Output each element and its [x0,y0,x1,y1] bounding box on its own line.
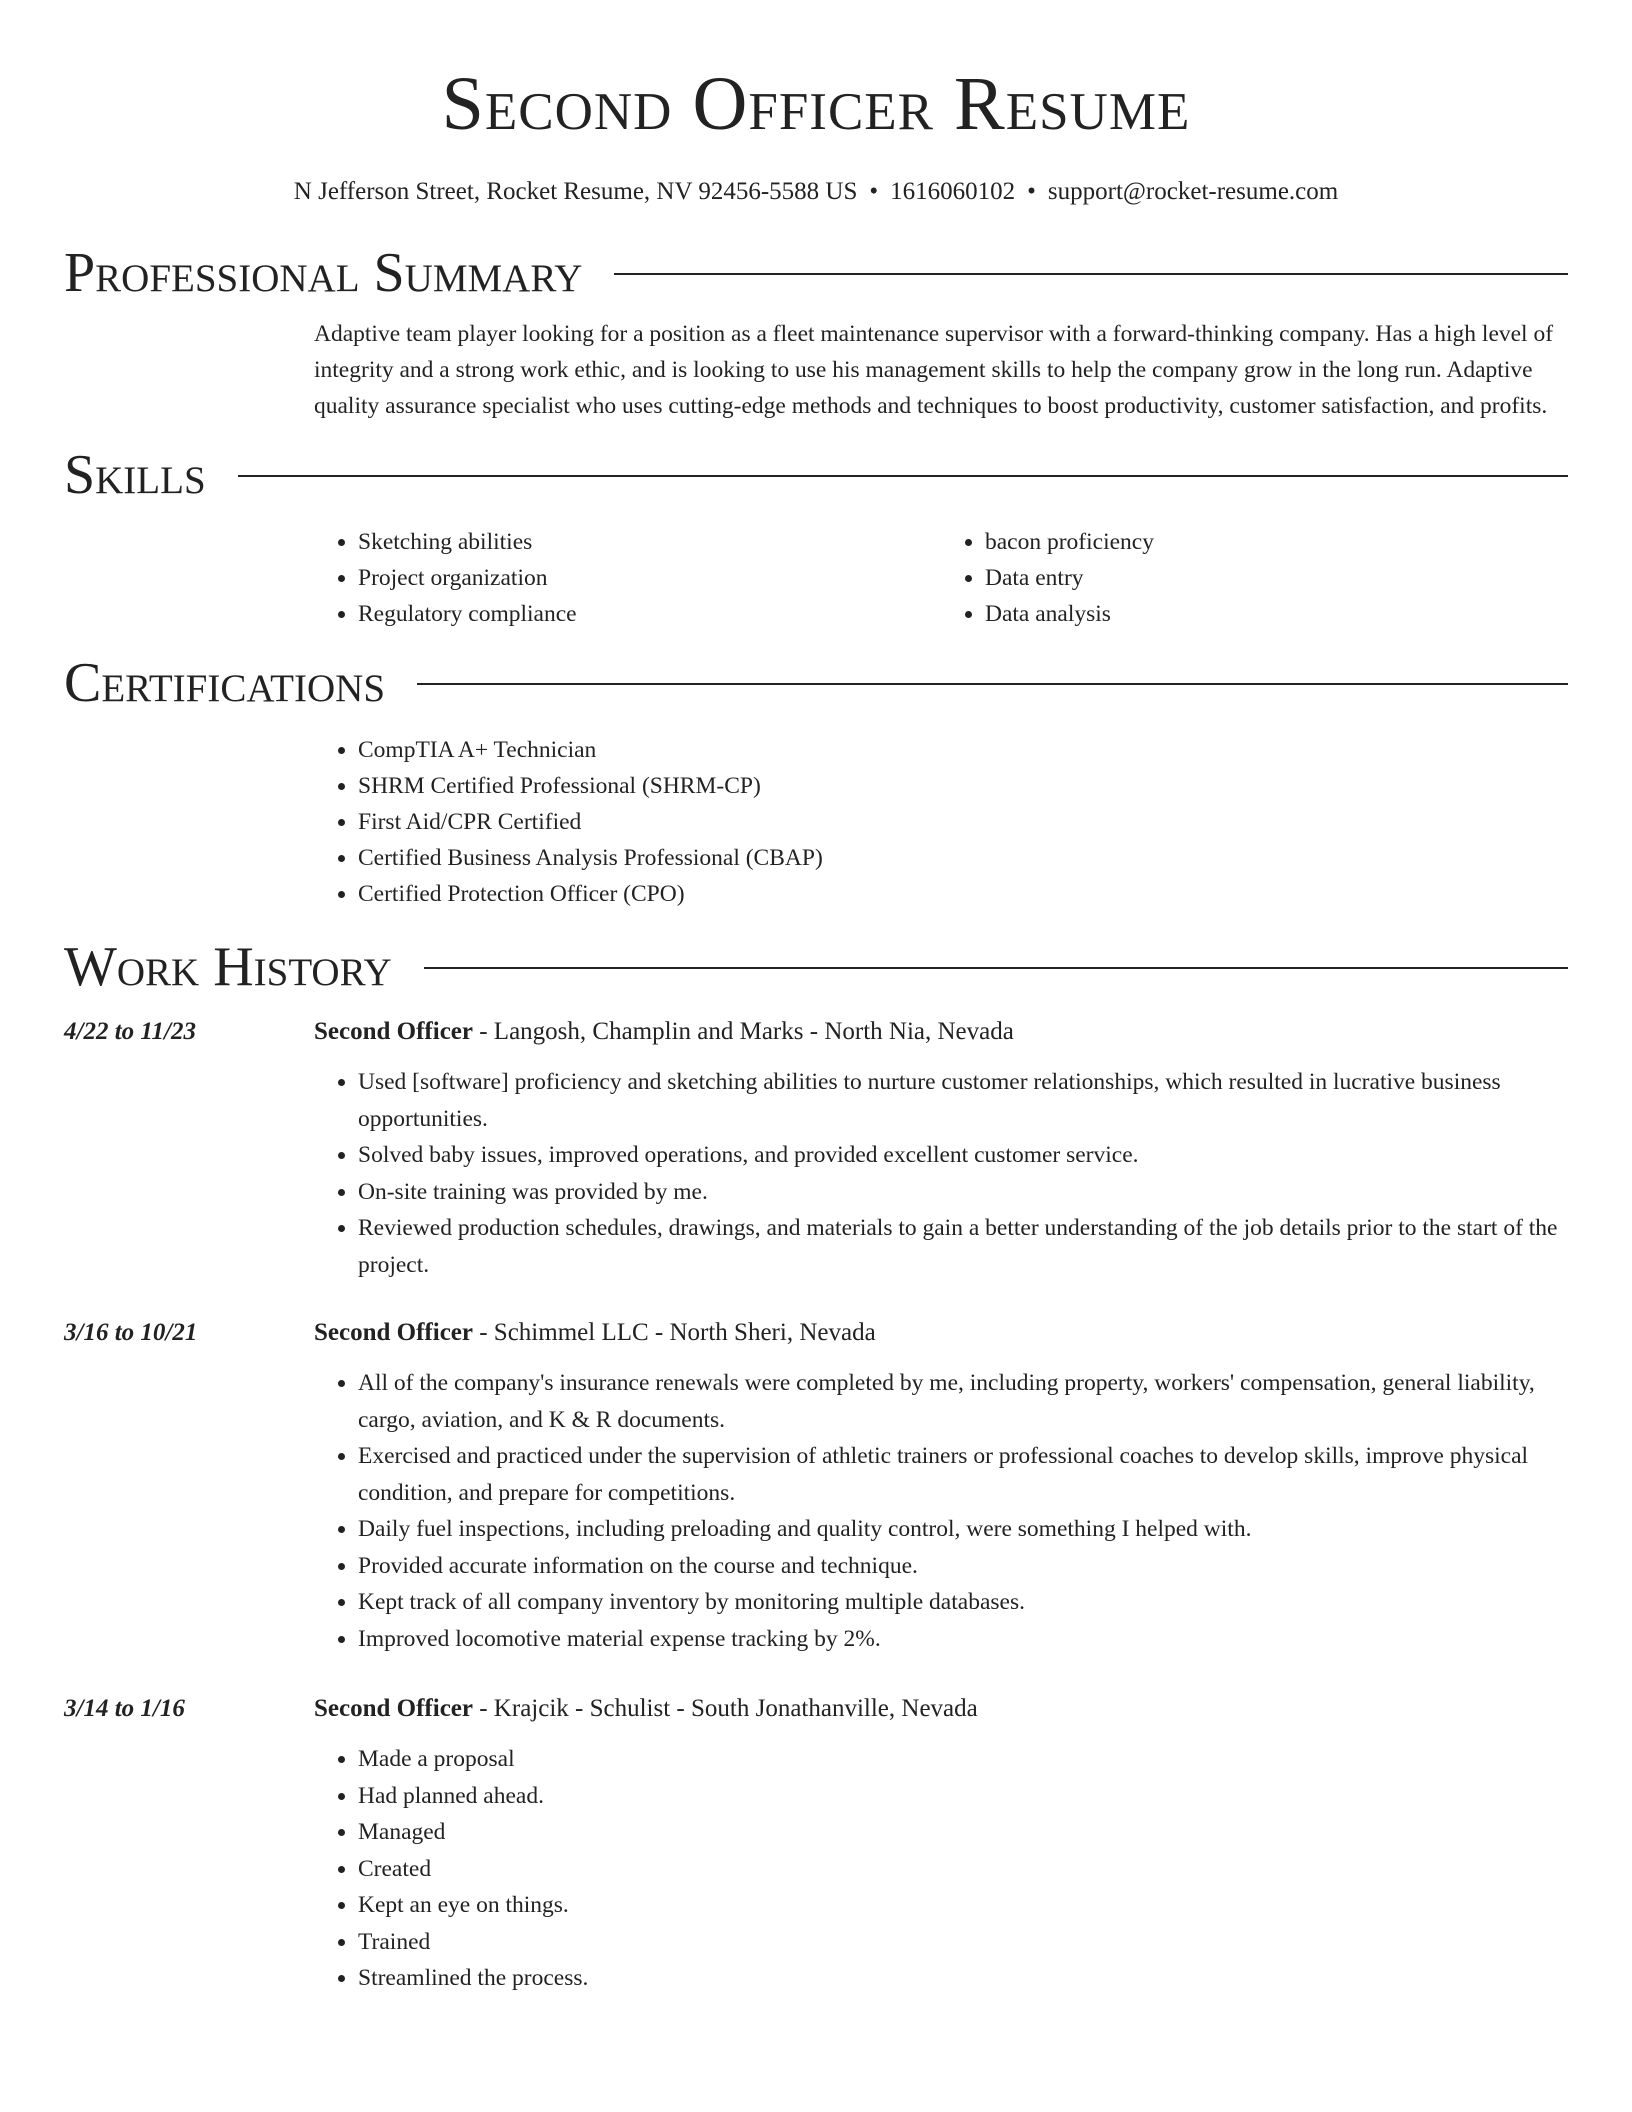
job-bullet: • Reviewed production schedules, drawings, and materials to gain a better understanding of the job details prior to the start of the project. [358,1210,1568,1283]
summary-section-header [64,242,1568,304]
job-bullet: • Kept an eye on things. [358,1887,1568,1924]
job-header [64,1014,1568,1050]
job-bullet: • Streamlined the process. [358,1960,1568,1997]
job-bullet: • Managed [358,1814,1568,1851]
job-dates: 3/14 to 1/16 [64,1695,185,1722]
skill-item: • Project organization [358,560,941,596]
skills-list-right [941,524,1568,632]
certifications-section-header [64,652,1568,714]
job-bullet: • Improved locomotive material expense tracking by 2%. [358,1621,1568,1658]
certification-item: • CompTIA A+ Technician [358,732,1568,768]
job-dates: 3/16 to 10/21 [64,1319,198,1346]
job-bullets [314,1741,1568,1997]
job-bullets [314,1064,1568,1283]
skill-item: • bacon proficiency [985,524,1568,560]
section-divider [424,967,1568,969]
skills-grid [314,524,1568,632]
job-bullet: • Exercised and practiced under the supervision of athletic trainers or professional coaches to develop skills, improve physical condition, and prepare for competitions. [358,1438,1568,1511]
job-header [64,1691,1568,1727]
section-divider [417,683,1568,685]
job-title: Second Officer [314,1018,473,1045]
certifications-heading: Certifications [64,652,386,714]
work-history-section-header [64,936,1568,998]
job-dates: 4/22 to 11/23 [64,1018,196,1045]
skills-heading: Skills [64,444,206,506]
job-bullet: • Made a proposal [358,1741,1568,1778]
job-heading-text [314,1315,876,1351]
job-header [64,1315,1568,1351]
job-bullet: • Used [software] proficiency and sketching abilities to nurture customer relationships, which resulted in lucrative business opportunities. [358,1064,1568,1137]
job-bullet: • Provided accurate information on the course and technique. [358,1548,1568,1585]
certification-item: • Certified Protection Officer (CPO) [358,876,1568,912]
job-bullet: • Daily fuel inspections, including preloading and quality control, were something I helped with. [358,1511,1568,1548]
job-title: Second Officer [314,1319,473,1346]
job-entry [64,1014,1568,1283]
job-bullet: • Created [358,1851,1568,1888]
job-bullets [314,1365,1568,1657]
contact-phone: 1616060102 [890,178,1016,205]
job-bullet: • All of the company's insurance renewals were completed by me, including property, workers' compensation, general liability, cargo, aviation, and K & R documents. [358,1365,1568,1438]
job-title: Second Officer [314,1695,473,1722]
job-bullet: • Had planned ahead. [358,1778,1568,1815]
job-bullet: • On-site training was provided by me. [358,1174,1568,1211]
skill-item: • Data entry [985,560,1568,596]
skill-item: • Regulatory compliance [358,596,941,632]
skills-list-left [314,524,941,632]
skill-item: • Data analysis [985,596,1568,632]
summary-text: Adaptive team player looking for a position as a fleet maintenance supervisor with a forward-thinking company. Has a high level of integrity and a strong work ethic, and is looking to use his management skills to help the company grow in the long run. Adaptive quality assurance specialist who uses cutting-edge methods and techniques to boost productivity, customer satisfaction, and profits. [314,321,1554,419]
job-details: - Langosh, Champlin and Marks - North Nia, Nevada [472,1018,1014,1045]
certification-item: • SHRM Certified Professional (SHRM-CP) [358,768,1568,804]
job-details: - Schimmel LLC - North Sheri, Nevada [472,1319,876,1346]
contact-address: N Jefferson Street, Rocket Resume, NV 92456-5588 US [293,178,858,205]
skill-item: • Sketching abilities [358,524,941,560]
section-divider [238,475,1568,477]
job-heading-text [314,1691,978,1727]
work-history-heading: Work History [64,936,392,998]
certification-item: • First Aid/CPR Certified [358,804,1568,840]
job-bullet: • Trained [358,1924,1568,1961]
contact-email: support@rocket-resume.com [1047,178,1339,205]
job-bullet: • Solved baby issues, improved operations, and provided excellent customer service. [358,1137,1568,1174]
certification-item: • Certified Business Analysis Professional (CBAP) [358,840,1568,876]
contact-separator: • [869,178,879,205]
skills-section-header [64,444,1568,506]
job-entry [64,1315,1568,1657]
contact-separator: • [1027,178,1036,205]
section-divider [614,273,1568,275]
summary-heading: Professional Summary [64,242,583,304]
certifications-list [314,732,1568,912]
job-details: - Krajcik - Schulist - South Jonathanville, Nevada [472,1695,978,1722]
contact-line [0,176,1632,208]
resume-title: Second Officer Resume [441,62,1191,146]
job-heading-text [314,1014,1014,1050]
job-entry [64,1691,1568,1997]
job-bullet: • Kept track of all company inventory by monitoring multiple databases. [358,1584,1568,1621]
